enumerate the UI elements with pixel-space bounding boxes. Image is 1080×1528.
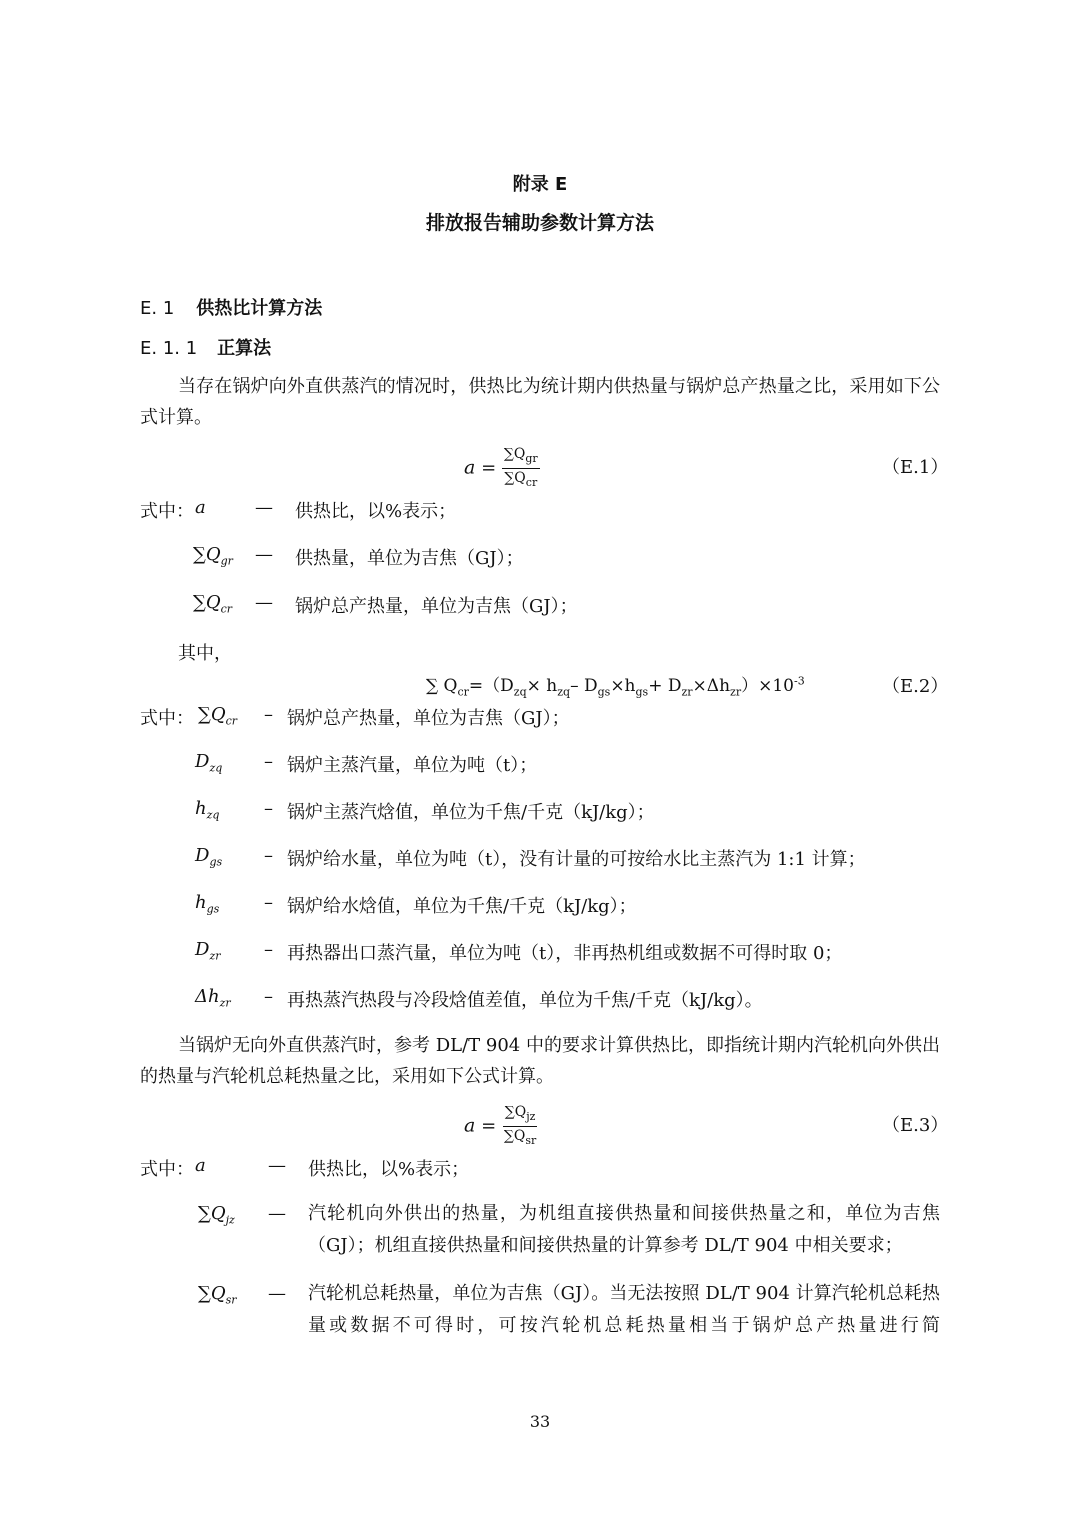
where3-dash: — (268, 1283, 286, 1304)
where2-dash: – (264, 892, 273, 913)
where3-prefix: 式中： (140, 1159, 194, 1180)
eq3-tag: （E.3） (882, 1115, 949, 1136)
where1-desc-qgr: 供热量，单位为吉焦（GJ）； (295, 548, 524, 569)
equation-e3: a = $\frac{\sum Q_{jz}}{\sum Q_{sr}}$ (464, 1104, 537, 1147)
appendix-title: 排放报告辅助参数计算方法 (425, 212, 654, 234)
where2-desc: 再热器出口蒸汽量，单位为吨（t），非再热机组或数据不可得时取 0； (287, 943, 843, 964)
where1-symbol-a: a (195, 497, 206, 518)
where1-symbol-qgr: $\sum Q_{gr}$ (193, 544, 233, 568)
eq2-tag: （E.2） (882, 676, 949, 697)
where3-symbol-qjz: $\sum Q_{jz}$ (198, 1203, 235, 1227)
where1-dash: — (255, 544, 273, 565)
where2-dash: – (264, 751, 273, 772)
where2-dash: – (264, 845, 273, 866)
section-e1-title: 供热比计算方法 (196, 298, 323, 319)
where2-dash: – (264, 939, 273, 960)
where2-symbol: $\Delta h_{zr}$ (195, 986, 231, 1010)
where2-dash: – (264, 704, 273, 725)
where2-symbol: $D_{zq}$ (195, 751, 223, 775)
where1-desc-qcr: 锅炉总产热量，单位为吉焦（GJ）； (295, 596, 578, 617)
where2-desc: 锅炉主蒸汽量，单位为吨（t）； (287, 755, 538, 776)
where2-dash: – (264, 798, 273, 819)
equation-e2: ∑ $Q_{cr}=(D_{zq}\times h_{zq}-$ $D_{gs}\times h_{gs}+ D_{zr}\times\Delta h_{zr})\times 10^{-3}$ (426, 674, 805, 699)
where3-dash: — (268, 1203, 286, 1224)
section-e1 (140, 294, 322, 320)
among-label: 其中， (178, 643, 232, 664)
appendix-label: 附录 E (512, 174, 568, 195)
where3-dash: — (268, 1155, 286, 1176)
where2-symbol: $h_{zq}$ (195, 798, 220, 822)
section-e11 (140, 334, 271, 360)
where2-symbol: $D_{gs}$ (195, 845, 223, 869)
where2-symbol: $\sum Q_{cr}$ (198, 704, 238, 728)
where3-desc-qsr: 汽轮机总耗热量，单位为吉焦（GJ）。当无法按照 DL/T 904 计算汽轮机总耗热量或数据不可得时，可按汽轮机总耗热量相当于锅炉总产热量进行简 (308, 1283, 940, 1336)
where2-symbol: $h_{gs}$ (195, 892, 220, 916)
where2-desc: 再热蒸汽热段与冷段焓值差值，单位为千焦/千克（kJ/kg）。 (287, 990, 763, 1011)
equation-e1: a = $\frac{\sum Q_{gr}}{\sum Q_{cr}}$ (464, 446, 538, 489)
eq1-tag: （E.1） (882, 457, 949, 478)
where1-dash: — (255, 497, 273, 518)
page-number: 33 (529, 1412, 551, 1431)
where1-desc-a: 供热比，以%表示； (295, 501, 457, 522)
where1-dash: — (255, 592, 273, 613)
where2-desc: 锅炉总产热量，单位为吉焦（GJ）； (287, 708, 570, 729)
section-e11-number: E. 1. 1 (140, 338, 198, 359)
where1-prefix: 式中： (140, 501, 194, 522)
where3-desc-qjz: 汽轮机向外供出的热量，为机组直接供热量和间接供热量之和，单位为吉焦（GJ）；机组直接供热量和间接供热量的计算参考 DL/T 904 中相关要求； (308, 1203, 940, 1256)
paragraph-2: 当锅炉无向外直供蒸汽时，参考 DL/T 904 中的要求计算供热比，即指统计期内汽轮机向外供出的热量与汽轮机总耗热量之比，采用如下公式计算。 (140, 1035, 940, 1087)
where3-symbol-qsr: $\sum Q_{sr}$ (198, 1283, 237, 1307)
where3-desc-a: 供热比，以%表示； (308, 1159, 470, 1180)
section-e1-number: E. 1 (140, 298, 175, 319)
where2-desc: 锅炉主蒸汽焓值，单位为千焦/千克（kJ/kg）； (287, 802, 655, 823)
where2-desc: 锅炉给水量，单位为吨（t），没有计量的可按给水比主蒸汽为 1:1 计算； (287, 849, 866, 870)
where2-symbol: $D_{zr}$ (195, 939, 221, 963)
eq1-fraction: $\frac{\sum Q_{gr}}{\sum Q_{cr}}$ (503, 446, 538, 489)
where2-prefix: 式中： (140, 708, 194, 729)
eq1-lhs: a (464, 456, 476, 479)
where1-symbol-qcr: $\sum Q_{cr}$ (193, 592, 233, 616)
where3-symbol-a: a (195, 1155, 206, 1176)
where2-dash: – (264, 986, 273, 1007)
where2-desc: 锅炉给水焓值，单位为千焦/千克（kJ/kg）； (287, 896, 637, 917)
section-e11-title: 正算法 (217, 338, 272, 359)
paragraph-1: 当存在锅炉向外直供蒸汽的情况时，供热比为统计期内供热量与锅炉总产热量之比，采用如下公式计算。 (140, 376, 940, 428)
